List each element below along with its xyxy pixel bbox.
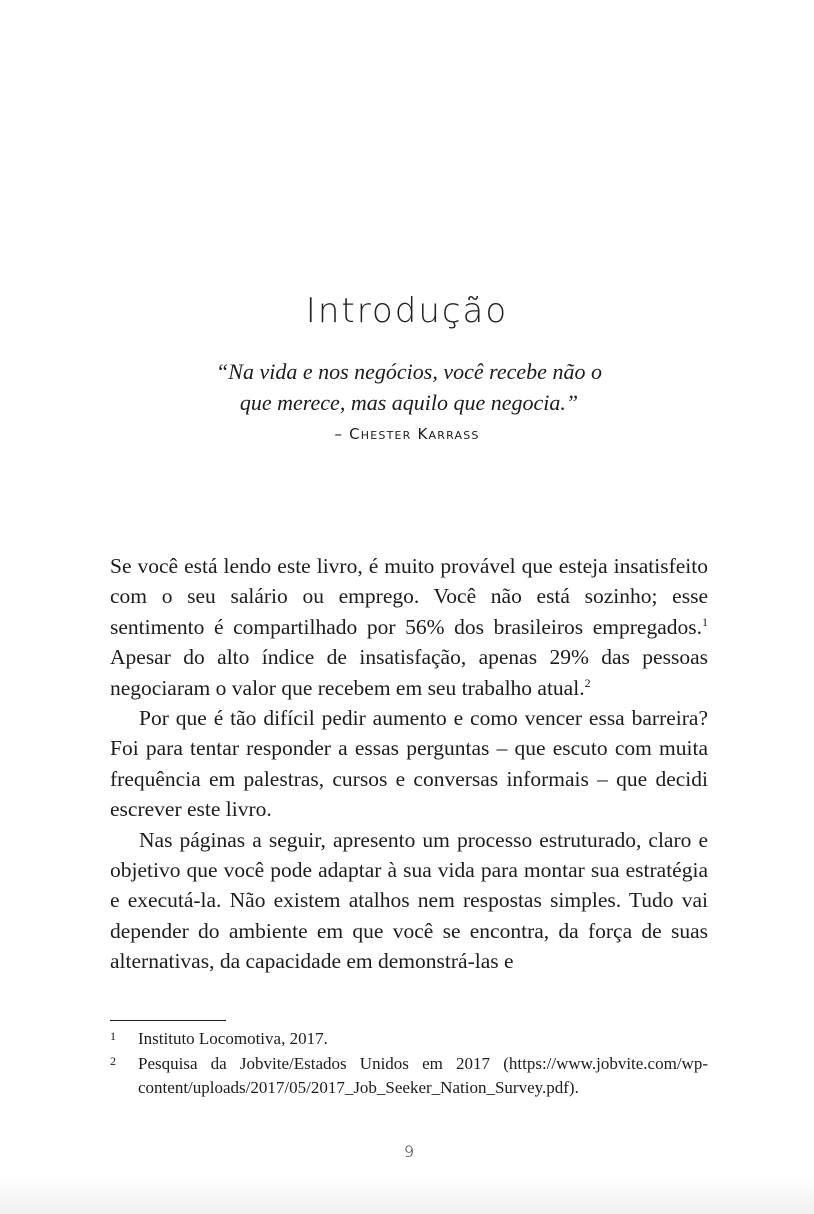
epigraph [0,356,814,443]
epigraph-quote-line-1: “Na vida e nos negócios, você recebe não o [216,359,602,384]
body-text [110,551,708,977]
paragraph-2: Por que é tão difícil pedir aumento e como vencer essa barreira? Foi para tentar responder a essas perguntas – que escuto com muita frequência em palestras, cursos e conversas informais – que decidi escrever este livro. [110,706,708,822]
footnote-number: 2 [110,1053,116,1068]
paragraph-3: Nas páginas a seguir, apresento um processo estruturado, claro e objetivo que você pode adaptar à sua vida para montar sua estratégia e executá-la. Não existem atalhos nem respostas simples. Tudo vai depender do ambiente em que você se encontra, da força de suas alternativas, da capacidade em demonstrá-las e [110,827,708,974]
chapter-title: Introdução [305,290,509,331]
footnote-text: Instituto Locomotiva, 2017. [138,1029,328,1048]
page-edge-shadow [0,1174,814,1214]
page-number: 9 [403,1142,415,1161]
footnote-number: 1 [110,1029,116,1043]
epigraph-attribution [0,425,814,443]
footnote-2 [110,1052,708,1101]
footnote-ref-2[interactable]: 2 [584,675,591,690]
footnote-1 [110,1027,708,1052]
paragraph-1 [110,551,708,703]
footnote-divider [110,1020,226,1021]
paragraph-1-text-a: Se você está lendo este livro, é muito provável que esteja insatisfeito com o seu salário ou emprego. Você não está sozinho; esse sentimento é compartilhado por 56% dos brasileiros empregados. [110,554,708,639]
footnote-ref-1[interactable]: 1 [702,614,708,629]
epigraph-dash: – [334,425,344,443]
epigraph-author: Chester Karrass [349,425,480,443]
footnotes [110,1027,708,1101]
paragraph-1-text-b: Apesar do alto índice de insatisfação, apenas 29% das pessoas negociaram o valor que recebem em seu trabalho atual. [110,645,708,700]
epigraph-quote-line-2: que merece, mas aquilo que negocia.” [239,390,579,415]
epigraph-quote [0,356,814,418]
footnote-text: Pesquisa da Jobvite/Estados Unidos em 2017 (https://www.jobvite.com/​wp-content/uploads/2017/05/2017_Job_Seeker_Nation_Survey.pdf). [138,1053,708,1097]
